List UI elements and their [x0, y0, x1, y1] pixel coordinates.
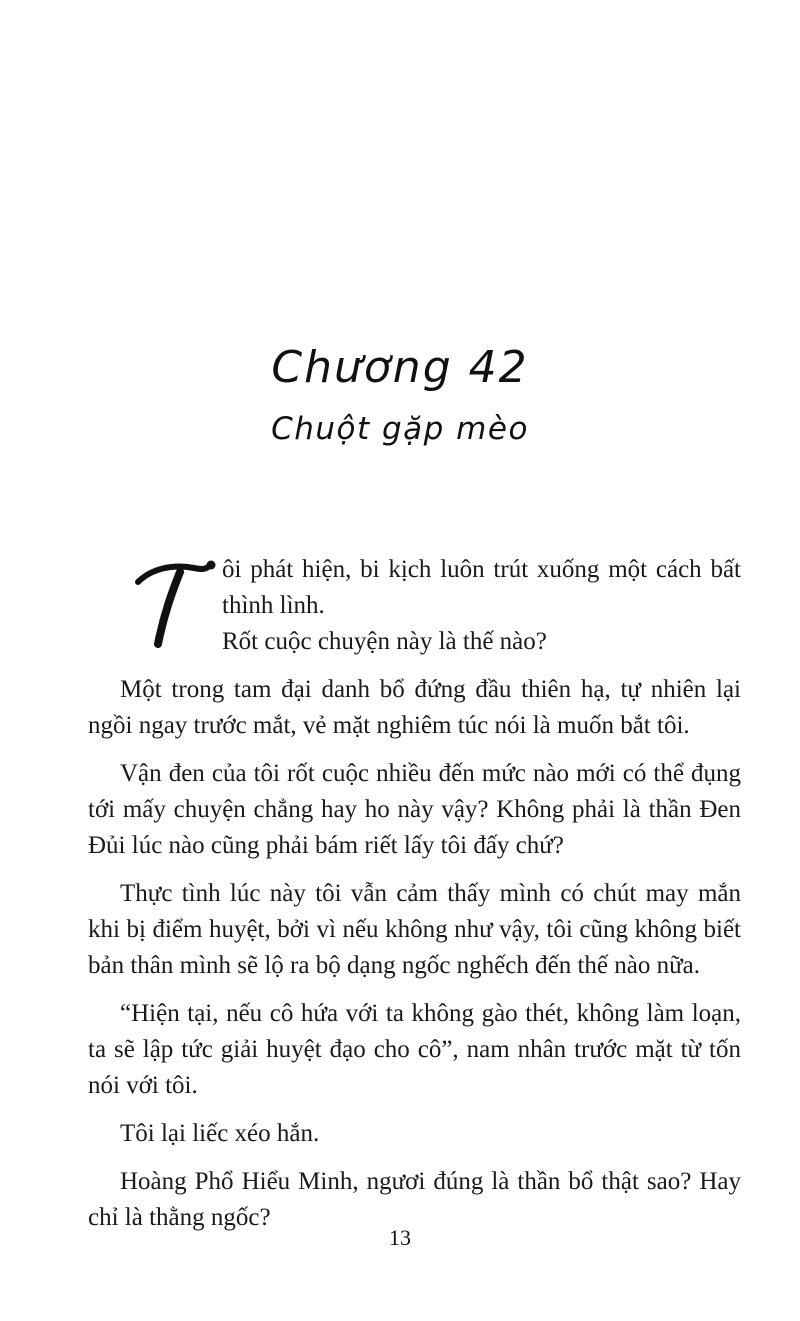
- body-paragraph-5: Tôi lại liếc xéo hắn.: [120, 1120, 320, 1147]
- opening-paragraph: [88, 552, 741, 660]
- body-paragraph-4: “Hiện tại, nếu cô hứa với ta không gào thét, không làm loạn, ta sẽ lập tức giải huyệt đạo cho cô”, nam nhân trước mặt từ tốn nói với tôi.: [88, 1000, 741, 1099]
- chapter-title: Chương 42: [271, 342, 529, 393]
- body-paragraph-2: Vận đen của tôi rốt cuộc nhiều đến mức nào mới có thể đụng tới mấy chuyện chẳng hay ho này vậy? Không phải là thần Đen Đủi lúc nào cũng phải bám riết lấy tôi đấy chứ?: [88, 760, 741, 859]
- opening-line-1: ôi phát hiện, bi kịch luôn trút xuống một cách bất thình lình.: [222, 556, 741, 619]
- body-paragraph-1: Một trong tam đại danh bổ đứng đầu thiên hạ, tự nhiên lại ngồi ngay trước mắt, vẻ mặt nghiêm túc nói là muốn bắt tôi.: [88, 676, 741, 739]
- body-paragraph-3: Thực tình lúc này tôi vẫn cảm thấy mình có chút may mắn khi bị điểm huyệt, bởi vì nếu không như vậy, tôi cũng không biết bản thân mình sẽ lộ ra bộ dạng ngốc nghếch đến thế nào nữa.: [88, 880, 741, 979]
- drop-cap-letter: [134, 556, 216, 652]
- page-number: 13: [389, 1225, 411, 1250]
- chapter-body: [88, 552, 741, 1248]
- opening-line-2: Rốt cuộc chuyện này là thế nào?: [222, 628, 547, 655]
- chapter-subtitle: Chuột gặp mèo: [271, 411, 529, 447]
- body-paragraph-6: Hoàng Phổ Hiểu Minh, ngươi đúng là thần bổ thật sao? Hay chỉ là thằng ngốc?: [88, 1168, 741, 1231]
